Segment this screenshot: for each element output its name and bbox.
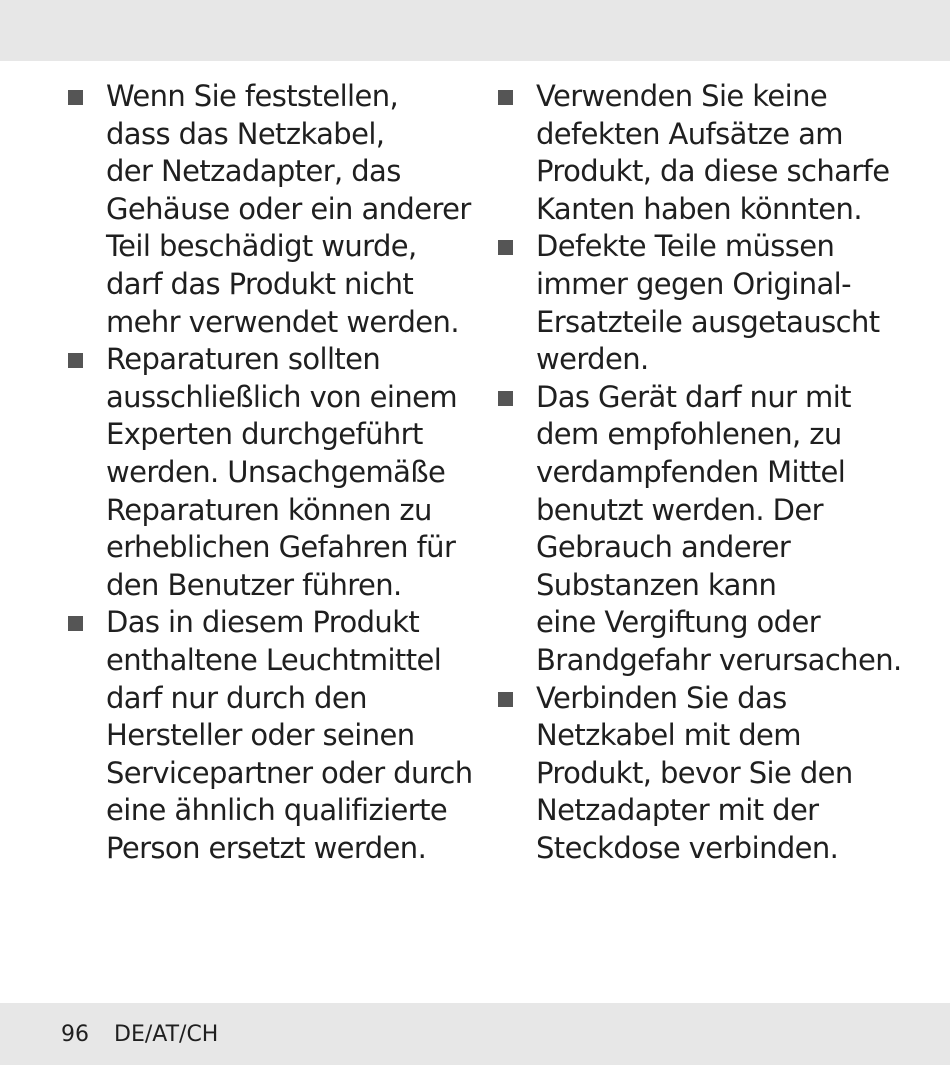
item-line: ausschließlich von einem [106, 379, 458, 414]
right-column [496, 78, 936, 867]
item-line: Servicepartner oder durch [106, 755, 473, 790]
item-line: Das Gerät darf nur mit [536, 379, 851, 414]
item-line: Teil beschädigt wurde, [106, 229, 417, 264]
item-line: Substanzen kann [536, 567, 777, 602]
item-line: Person ersetzt werden. [106, 830, 427, 865]
item-line: erheblichen Gefahren für [106, 530, 456, 565]
item-line: Kanten haben könnten. [536, 191, 862, 226]
item-line: eine ähnlich qualifizierte [106, 793, 448, 828]
item-line: Brandgefahr verursachen. [536, 642, 902, 677]
item-line: verdampfenden Mittel [536, 454, 846, 489]
page-number: 96 [61, 1022, 89, 1047]
item-line: Gehäuse oder ein anderer [106, 191, 471, 226]
item-line: werden. [536, 342, 649, 377]
item-line: Netzadapter mit der [536, 793, 819, 828]
item-line: darf nur durch den [106, 680, 367, 715]
safety-item [496, 680, 936, 868]
item-line: defekten Aufsätze am [536, 116, 843, 151]
item-line: den Benutzer führen. [106, 567, 402, 602]
page-footer [61, 1021, 218, 1049]
square-bullet-icon [68, 353, 83, 368]
item-line: dem empfohlenen, zu [536, 417, 842, 452]
item-line: Hersteller oder seinen [106, 718, 415, 753]
item-line: Das in diesem Produkt [106, 605, 420, 640]
safety-item [66, 78, 476, 341]
safety-item [496, 228, 936, 378]
item-line: Experten durchgeführt [106, 417, 423, 452]
item-line: Produkt, bevor Sie den [536, 755, 853, 790]
item-line: Reparaturen sollten [106, 342, 381, 377]
locale-label: DE/AT/CH [114, 1022, 219, 1047]
square-bullet-icon [498, 391, 513, 406]
item-line: darf das Produkt nicht [106, 266, 414, 301]
item-line: Wenn Sie feststellen, [106, 79, 399, 113]
item-line: Reparaturen können zu [106, 492, 432, 527]
safety-item [496, 78, 936, 228]
square-bullet-icon [498, 240, 513, 255]
item-line: Gebrauch anderer [536, 530, 791, 565]
item-line: benutzt werden. Der [536, 492, 823, 527]
item-line: dass das Netzkabel, [106, 116, 385, 151]
item-line: Steckdose verbinden. [536, 830, 839, 865]
header-band [0, 0, 950, 61]
item-line: Produkt, da diese scharfe [536, 154, 890, 189]
square-bullet-icon [68, 616, 83, 631]
item-line: immer gegen Original- [536, 266, 851, 301]
item-line: Netzkabel mit dem [536, 718, 801, 753]
safety-item [496, 379, 936, 680]
safety-item [66, 604, 476, 867]
square-bullet-icon [498, 692, 513, 707]
left-column [66, 78, 476, 867]
item-line: Defekte Teile müssen [536, 229, 835, 264]
item-line: eine Vergiftung oder [536, 605, 821, 640]
item-line: werden. Unsachgemäße [106, 454, 446, 489]
item-line: der Netzadapter, das [106, 154, 401, 189]
item-line: Ersatzteile ausgetauscht [536, 304, 880, 339]
item-line: mehr verwendet werden. [106, 304, 459, 339]
safety-item [66, 341, 476, 604]
square-bullet-icon [68, 90, 83, 105]
item-line: Verbinden Sie das [536, 680, 787, 715]
square-bullet-icon [498, 90, 513, 105]
item-line: Verwenden Sie keine [536, 79, 828, 113]
item-line: enthaltene Leuchtmittel [106, 642, 442, 677]
